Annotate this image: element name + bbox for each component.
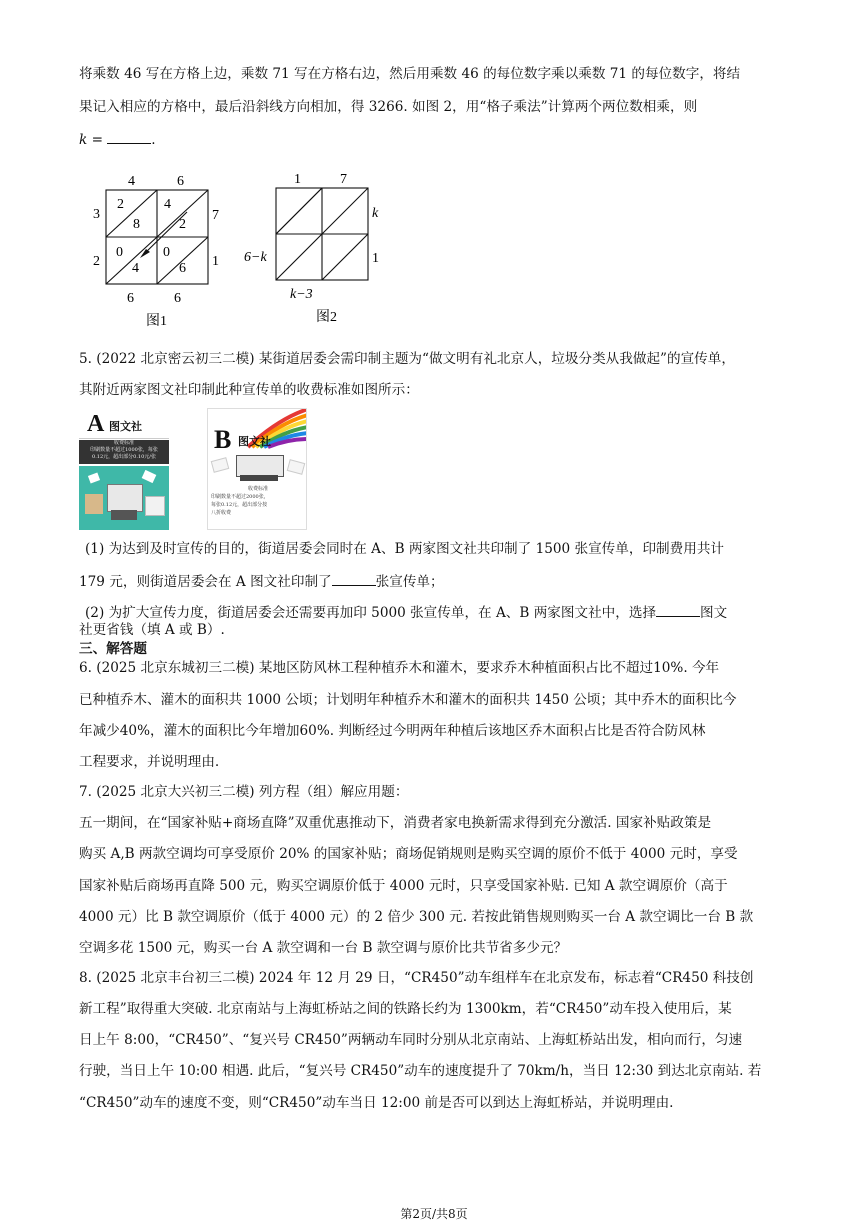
q5-part2-text: (2) 为扩大宣传力度，街道居委会还需要再加印 5000 张宣传单，在 A、B 两家图文社中，选择 (85, 605, 657, 621)
shop-b-text: 八折收费 (211, 510, 232, 516)
answer-blank (332, 573, 376, 586)
fig1-bottom-2: 6 (174, 291, 181, 306)
shop-a-text: 0.12元，超出部分0.10元/张 (92, 454, 156, 460)
q6-line: 已种植乔木、灌木的面积共 1000 公顷；计划明年种植乔木和灌木的面积共 1450 公顷；其中乔木的面积比今 (79, 692, 737, 708)
fig1-cell: 0 (116, 245, 123, 260)
lattice-figure-1 (84, 168, 219, 330)
q5-part2 (85, 604, 800, 622)
lattice-figure-2 (240, 168, 390, 330)
shop-b-text: 印刷数量不超过2000张， (211, 494, 269, 500)
shop-a-text: 印刷数量不超过1000张，每张 (90, 447, 158, 453)
shop-b-text: 收费标准 (247, 486, 268, 492)
shop-b-logo: B (214, 425, 232, 454)
q7-line: 国家补贴后商场再直降 500 元，购买空调原价低于 4000 元时，只享受国家补贴. 已知 A 款空调原价（高于 (79, 878, 728, 894)
fig1-cell: 4 (164, 197, 171, 212)
q8-line: 行驶，当日上午 10:00 相遇. 此后，“复兴号 CR450”动车的速度提升了 70km/h，当日 12:30 到达北京南站. 若 (79, 1063, 762, 1079)
q5-stem: 其附近两家图文社印制此种宣传单的收费标准如图所示： (79, 382, 419, 398)
shop-b-title: 图文社 (238, 435, 271, 448)
q7-line: 4000 元）比 B 款空调原价（低于 4000 元）的 2 倍少 300 元. 若按此销售规则购买一台 A 款空调比一台 B 款 (79, 909, 754, 925)
fig2-caption: 图2 (316, 310, 337, 325)
fig1-cell: 0 (163, 245, 170, 260)
q5-stem: 5. (2022 北京密云初三二模) 某街道居委会需印制主题为“做文明有礼北京人，垃圾分类从我做起”的宣传单， (79, 351, 735, 367)
answer-line (79, 131, 794, 149)
period: . (151, 132, 156, 148)
fig1-top-1: 4 (128, 174, 135, 189)
q7-line: 购买 A,B 两款空调均可享受原价 20% 的国家补贴；商场促销规则是购买空调的原价不低于 4000 元时，享受 (79, 846, 738, 862)
answer-blank (107, 131, 151, 144)
fig1-right-1: 7 (212, 208, 219, 223)
fig1-left-1: 3 (93, 207, 100, 222)
answer-blank (656, 604, 700, 617)
fig1-cell: 6 (179, 261, 186, 276)
fig2-bottom: k−3 (290, 287, 313, 302)
fig1-cell: 4 (132, 261, 139, 276)
q5-part1-text: 张宣传单； (375, 574, 444, 590)
fig1-cell: 2 (179, 217, 186, 232)
q7-line: 五一期间，在“国家补贴+商场直降”双重优惠推动下，消费者家电换新需求得到充分激活. 国家补贴政策是 (79, 815, 712, 831)
text-line: 果记入相应的方格中，最后沿斜线方向相加，得 3266. 如图 2，用“格子乘法”计算两个两位数相乘，则 (79, 99, 698, 115)
q5-part2-line2: 社更省钱（填 A 或 B）. (79, 622, 225, 638)
q8-line: 日上午 8:00，“CR450”、“复兴号 CR450”两辆动车同时分别从北京南站、上海虹桥站出发，相向而行，匀速 (79, 1032, 743, 1048)
fig2-top-1: 1 (294, 172, 301, 187)
section-heading: 三、解答题 (79, 641, 147, 657)
shop-a-logo: A (87, 411, 105, 437)
q8-line: “CR450”动车的速度不变，则“CR450”动车当日 12:00 前是否可以到达上海虹桥站，并说明理由. (79, 1095, 674, 1111)
fig2-top-2: 7 (340, 172, 347, 187)
text-line: 将乘数 46 写在方格上边，乘数 71 写在方格右边，然后用乘数 46 的每位数字乘以乘数 71 的每位数字，将结 (79, 66, 741, 82)
shop-a-printer-illustration (79, 466, 169, 530)
fig1-bottom-1: 6 (127, 291, 134, 306)
fig1-right-2: 1 (212, 254, 219, 269)
fig1-caption: 图1 (146, 314, 167, 329)
fig1-top-2: 6 (177, 174, 184, 189)
q5-part2-text: 图文 (700, 605, 728, 621)
q6-line: 工程要求，并说明理由. (79, 754, 220, 770)
q6-line: 年减少40%，灌木的面积比今年增加60%. 判断经过今明两年种植后该地区乔木面积占比是否符合防风林 (79, 723, 706, 739)
q5-part1-line2 (79, 573, 794, 591)
q8-line: 8. (2025 北京丰台初三二模) 2024 年 12 月 29 日，“CR450”动车组样车在北京发布，标志着“CR450 科技创 (79, 970, 754, 986)
q5-part1-text: 179 元，则街道居委会在 A 图文社印制了 (79, 574, 332, 590)
shop-b-printer-illustration (236, 455, 284, 477)
fig2-right-1: k (372, 206, 379, 221)
q7-line: 空调多花 1500 元，购买一台 A 款空调和一台 B 款空调与原价比共节省多少元？ (79, 940, 568, 956)
print-shop-a-card (79, 408, 169, 530)
shop-a-title: 图文社 (109, 420, 142, 433)
q5-part1: (1) 为达到及时宣传的目的，街道居委会同时在 A、B 两家图文社共印制了 1500 张宣传单，印制费用共计 (85, 541, 725, 557)
var-k: k (79, 132, 88, 148)
fig1-left-2: 2 (93, 254, 100, 269)
fig2-left: 6−k (244, 250, 267, 265)
fig1-cell: 2 (117, 197, 124, 212)
shop-a-text: 收费标准 (113, 440, 134, 446)
shop-b-text: 每张0.12元，超出部分按 (211, 502, 268, 508)
fig1-cell: 8 (133, 217, 140, 232)
q8-line: 新工程”取得重大突破. 北京南站与上海虹桥站之间的铁路长约为 1300km，若“CR450”动车投入使用后，某 (79, 1001, 732, 1017)
page-footer: 第2页/共8页 (400, 1207, 468, 1221)
print-shop-b-card (207, 408, 307, 530)
q7-line: 7. (2025 北京大兴初三二模) 列方程（组）解应用题： (79, 784, 409, 800)
q6-line: 6. (2025 北京东城初三二模) 某地区防风林工程种植乔木和灌木，要求乔木种植面积占比不超过10%. 今年 (79, 660, 720, 676)
fig2-right-2: 1 (372, 251, 379, 266)
equals: = (87, 132, 108, 148)
